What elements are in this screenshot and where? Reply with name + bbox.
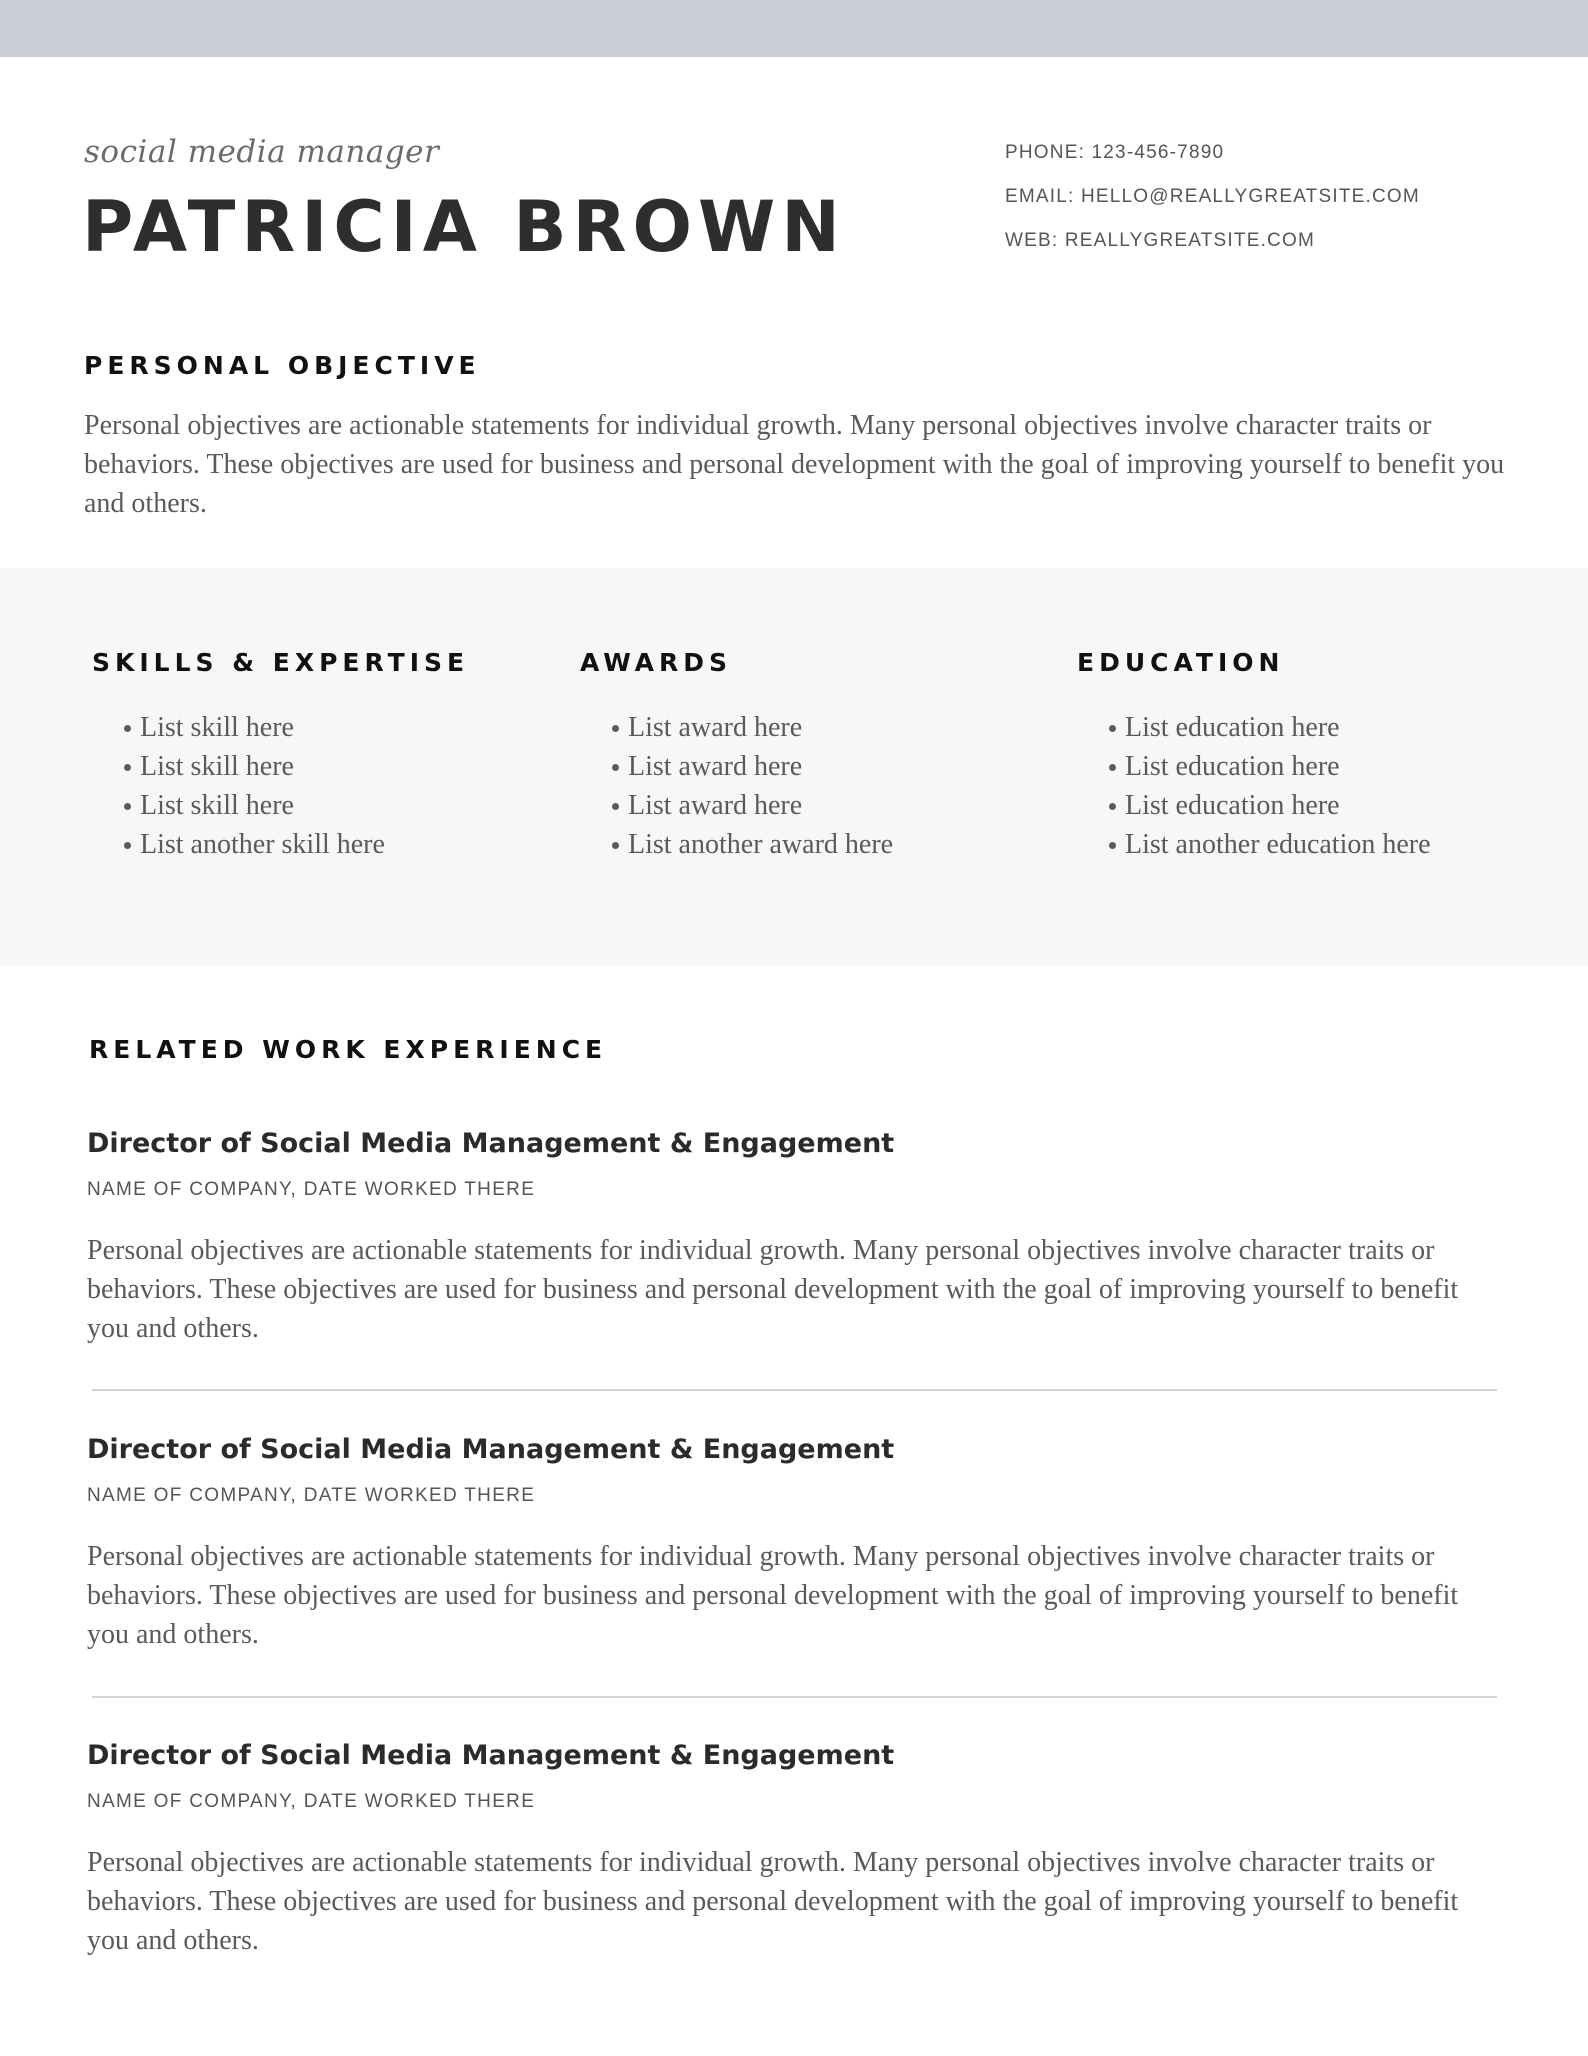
experience-entry — [87, 1126, 1507, 1348]
skills-list — [104, 708, 385, 864]
contact-phone: PHONE: 123-456-7890 — [1005, 142, 1225, 163]
job-company: NAME OF COMPANY, DATE WORKED THERE — [87, 1179, 536, 1200]
contact-web: WEB: REALLYGREATSITE.COM — [1005, 230, 1315, 251]
top-accent-bar — [0, 0, 1588, 57]
contact-email: EMAIL: HELLO@REALLYGREATSITE.COM — [1005, 186, 1420, 207]
job-subtitle: social media manager — [84, 134, 440, 170]
list-item: List skill here — [140, 747, 385, 786]
divider — [92, 1389, 1497, 1391]
job-description: Personal objectives are actionable statements for individual growth. Many personal objectives involve character traits or behaviors. These objectives are used for business and personal development with the goal of improving yourself to benefit you and others. — [87, 1235, 1459, 1344]
divider — [92, 1696, 1497, 1698]
list-item: List award here — [628, 708, 893, 747]
list-item: List award here — [628, 786, 893, 825]
job-title: Director of Social Media Management & Engagement — [87, 1434, 895, 1465]
contact-block — [1005, 140, 1420, 272]
list-item: List another skill here — [140, 825, 385, 864]
list-item: List education here — [1125, 708, 1431, 747]
job-description: Personal objectives are actionable statements for individual growth. Many personal objectives involve character traits or behaviors. These objectives are used for business and personal development with the goal of improving yourself to benefit you and others. — [87, 1847, 1459, 1956]
list-item: List award here — [628, 747, 893, 786]
job-company: NAME OF COMPANY, DATE WORKED THERE — [87, 1485, 536, 1506]
experience-entry — [87, 1738, 1507, 1960]
awards-list — [592, 708, 893, 864]
list-item: List education here — [1125, 747, 1431, 786]
candidate-name: PATRICIA BROWN — [82, 186, 846, 268]
list-item: List skill here — [140, 708, 385, 747]
list-item: List skill here — [140, 786, 385, 825]
education-heading: EDUCATION — [1077, 648, 1285, 677]
objective-heading: PERSONAL OBJECTIVE — [84, 351, 481, 380]
list-item: List education here — [1125, 786, 1431, 825]
list-item: List another education here — [1125, 825, 1431, 864]
awards-heading: AWARDS — [580, 648, 733, 677]
job-company: NAME OF COMPANY, DATE WORKED THERE — [87, 1791, 536, 1812]
education-list — [1089, 708, 1431, 864]
experience-heading: RELATED WORK EXPERIENCE — [89, 1035, 608, 1064]
list-item: List another award here — [628, 825, 893, 864]
job-title: Director of Social Media Management & Engagement — [87, 1128, 895, 1159]
experience-entry — [87, 1432, 1507, 1654]
job-title: Director of Social Media Management & Engagement — [87, 1740, 895, 1771]
job-description: Personal objectives are actionable statements for individual growth. Many personal objectives involve character traits or behaviors. These objectives are used for business and personal development with the goal of improving yourself to benefit you and others. — [87, 1541, 1459, 1650]
skills-heading: SKILLS & EXPERTISE — [92, 648, 470, 677]
objective-text: Personal objectives are actionable statements for individual growth. Many personal objectives involve character traits or behaviors. These objectives are used for business and personal development with the goal of improving yourself to benefit you and others. — [84, 410, 1505, 519]
